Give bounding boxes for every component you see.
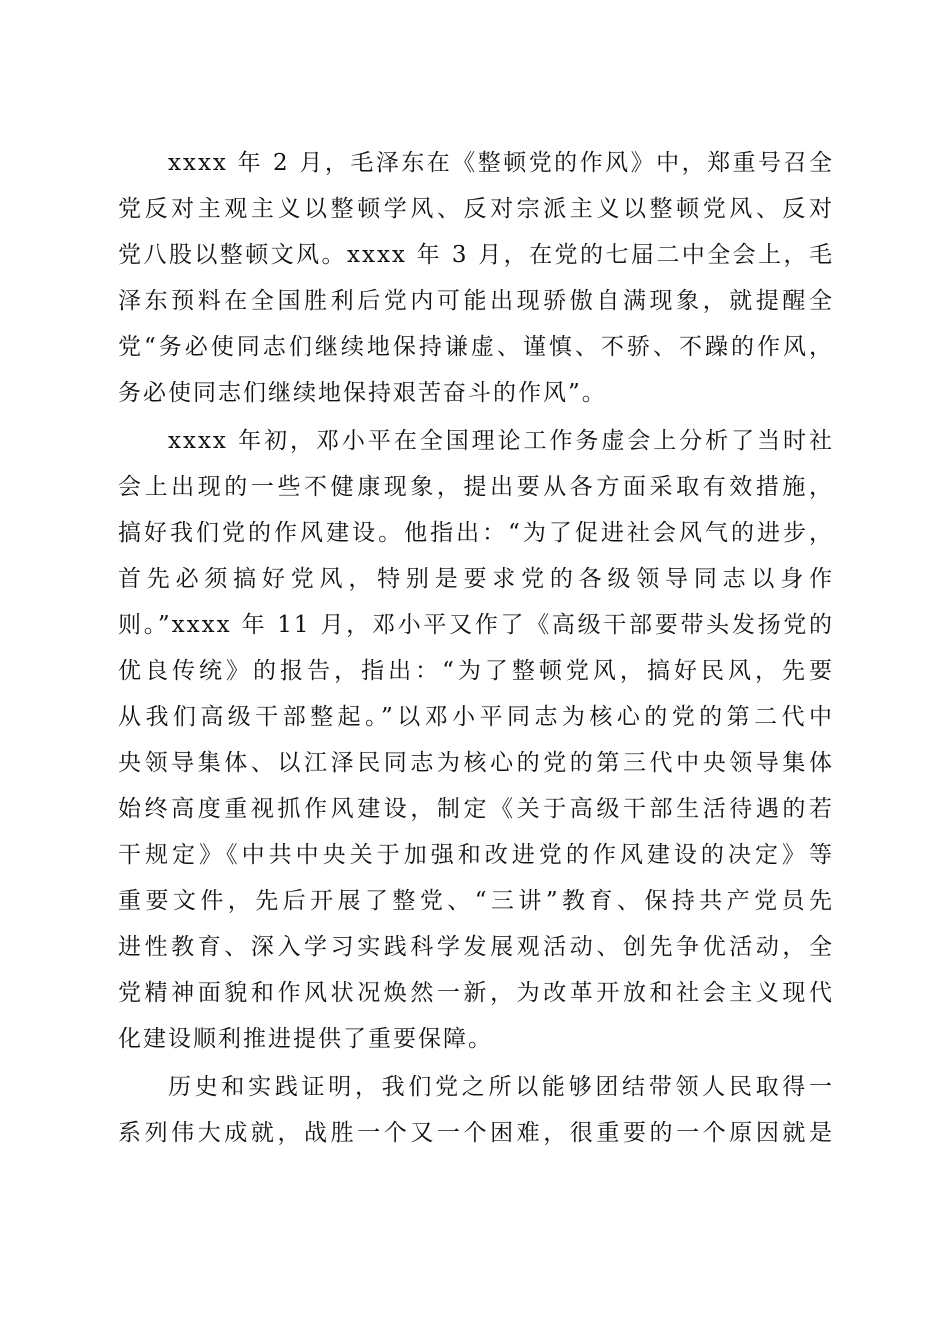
paragraph-1-line-2: 党反对主观主义以整顿学风、反对宗派主义以整顿党风、反对 — [118, 196, 834, 222]
paragraph-2-line-1: xxxx 年初，邓小平在全国理论工作务虚会上分析了当时社 — [168, 428, 834, 454]
paragraph-2-line-14: 化建设顺利推进提供了重要保障。 — [118, 1026, 493, 1052]
paragraph-2-line-4: 首先必须搞好党风，特别是要求党的各级领导同志以身作 — [118, 566, 834, 592]
paragraph-2-line-5: 则。”xxxx 年 11 月，邓小平又作了《高级干部要带头发扬党的 — [118, 612, 834, 638]
paragraph-2-line-7: 从我们高级干部整起。”以邓小平同志为核心的党的第二代中 — [118, 704, 834, 730]
paragraph-2-line-13: 党精神面貌和作风状况焕然一新，为改革开放和社会主义现代 — [118, 980, 834, 1006]
paragraph-2-line-2: 会上出现的一些不健康现象，提出要从各方面采取有效措施， — [118, 474, 834, 500]
paragraph-1-line-6: 务必使同志们继续地保持艰苦奋斗的作风”。 — [118, 380, 607, 406]
paragraph-3-line-1: 历史和实践证明，我们党之所以能够团结带领人民取得一 — [168, 1074, 834, 1100]
paragraph-2-line-12: 进性教育、深入学习实践科学发展观活动、创先争优活动，全 — [118, 934, 834, 960]
paragraph-2-line-8: 央领导集体、以江泽民同志为核心的党的第三代中央领导集体 — [118, 750, 834, 776]
paragraph-2-line-9: 始终高度重视抓作风建设，制定《关于高级干部生活待遇的若 — [118, 796, 834, 822]
paragraph-2-line-11: 重要文件，先后开展了整党、“三讲”教育、保持共产党员先 — [118, 888, 834, 914]
paragraph-2-line-6: 优良传统》的报告，指出：“为了整顿党风，搞好民风，先要 — [118, 658, 834, 684]
paragraph-1-line-1: xxxx 年 2 月，毛泽东在《整顿党的作风》中，郑重号召全 — [168, 150, 834, 176]
paragraph-1-line-5: 党“务必使同志们继续地保持谦虚、谨慎、不骄、不躁的作风， — [118, 334, 834, 360]
paragraph-2-line-10: 干规定》《中共中央关于加强和改进党的作风建设的决定》等 — [118, 842, 834, 868]
paragraph-1-line-4: 泽东预料在全国胜利后党内可能出现骄傲自满现象，就提醒全 — [118, 288, 834, 314]
paragraph-2-line-3: 搞好我们党的作风建设。他指出：“为了促进社会风气的进步， — [118, 520, 834, 546]
paragraph-1-line-3: 党八股以整顿文风。xxxx 年 3 月，在党的七届二中全会上，毛 — [118, 242, 834, 268]
paragraph-3-line-2: 系列伟大成就，战胜一个又一个困难，很重要的一个原因就是 — [118, 1120, 834, 1146]
